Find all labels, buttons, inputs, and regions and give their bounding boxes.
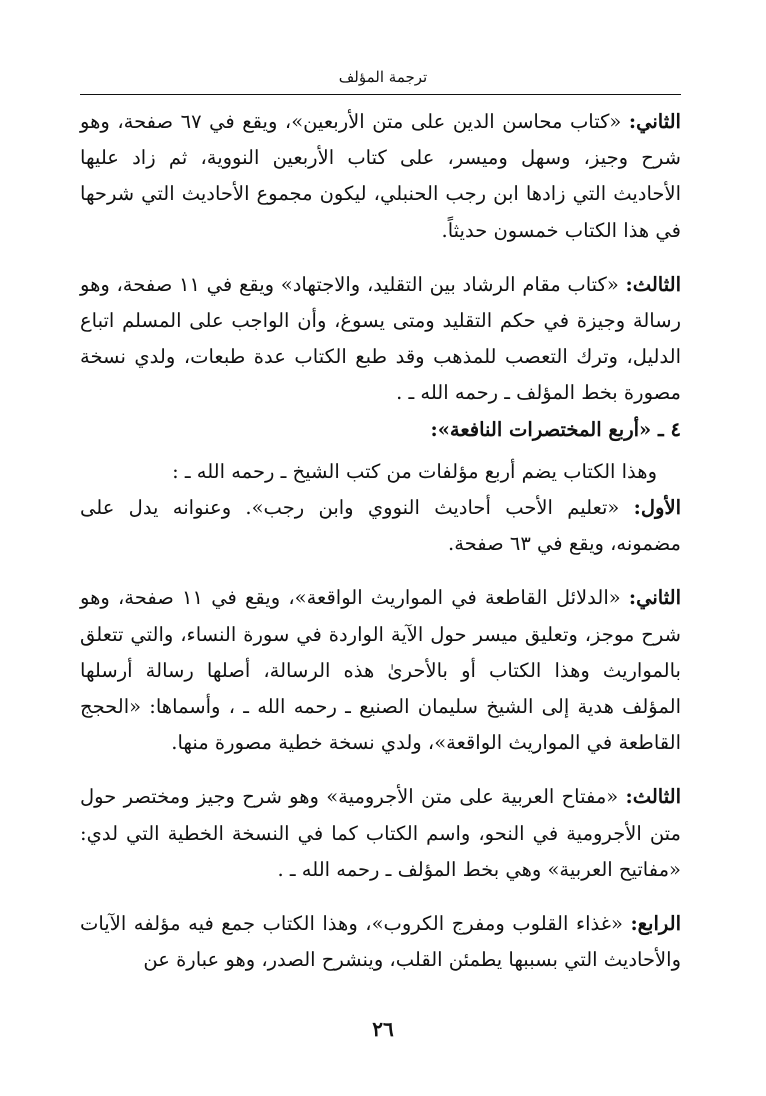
page-number: ٢٦ [372, 1017, 394, 1041]
paragraph [80, 490, 681, 562]
paragraph-text: «تعليم الأحب أحاديث النووي وابن رجب». وعنوانه يدل على مضمونه، ويقع في ٦٣ صفحة. [80, 496, 681, 556]
paragraph [80, 580, 681, 761]
section-heading-text: ٤ ـ «أربع المختصرات النافعة»: [430, 417, 681, 441]
paragraph [80, 906, 681, 978]
paragraph [80, 104, 681, 249]
paragraph-lead: الثاني: [628, 586, 681, 610]
page-body [80, 104, 681, 978]
paragraph-lead: الثالث: [625, 272, 681, 296]
paragraph [80, 779, 681, 888]
paragraph-text: «الدلائل القاطعة في المواريث الواقعة»، ويقع في ١١ صفحة، وهو شرح موجز، وتعليق ميسر حول الآية الواردة في سورة النساء، والتي تتعلق بالمواريث وهذا الكتاب أو بالأحرىٰ هذه الرسالة، أصلها رسالة أرسلها المؤلف هدية إلى الشيخ سليمان الصنيع ـ رحمه الله ـ ، وأسماها: «الحجج القاطعة في المواريث الواقعة»، ولدي نسخة خطية مصورة منها. [80, 586, 681, 755]
running-title: ترجمة المؤلف [338, 68, 428, 86]
paragraph-lead: الثاني: [628, 110, 681, 133]
paragraph [80, 454, 681, 490]
paragraph-lead: الأول: [633, 496, 681, 520]
paragraph-lead: الرابع: [630, 912, 681, 936]
section-heading [80, 412, 681, 448]
paragraph-text: وهذا الكتاب يضم أربع مؤلفات من كتب الشيخ ـ رحمه الله ـ : [172, 459, 657, 483]
paragraph-text: «مفتاح العربية على متن الأجرومية» وهو شرح وجيز ومختصر حول متن الأجرومية في النحو، واسم الكتاب كما في النسخة الخطية التي لدي: «مفاتيح العربية» وهي بخط المؤلف ـ رحمه الله ـ . [80, 785, 681, 881]
header-rule [80, 94, 681, 95]
paragraph [80, 267, 681, 412]
paragraph-text: «كتاب مقام الرشاد بين التقليد، والاجتهاد» ويقع في ١١ صفحة، وهو رسالة وجيزة في حكم التقليد ومتى يسوغ، وأن الواجب على المسلم اتباع الدليل، وترك التعصب للمذهب وقد طبع الكتاب عدة طبعات، ولدي نسخة مصورة بخط المؤلف ـ رحمه الله ـ . [80, 272, 681, 405]
paragraph-text: «كتاب محاسن الدين على متن الأربعين»، ويقع في ٦٧ صفحة، وهو شرح وجيز، وسهل وميسر، على كتاب الأربعين النووية، ثم زاد عليها الأحاديث التي زادها ابن رجب الحنبلي، ليكون مجموع الأحاديث التي شرحها في هذا الكتاب خمسون حديثاً. [80, 110, 681, 242]
paragraph-text: «غذاء القلوب ومفرج الكروب»، وهذا الكتاب جمع فيه مؤلفه الآيات والأحاديث التي بسببها يطمئن القلب، وينشرح الصدر، وهو عبارة عن [80, 912, 681, 972]
paragraph-lead: الثالث: [625, 785, 681, 809]
